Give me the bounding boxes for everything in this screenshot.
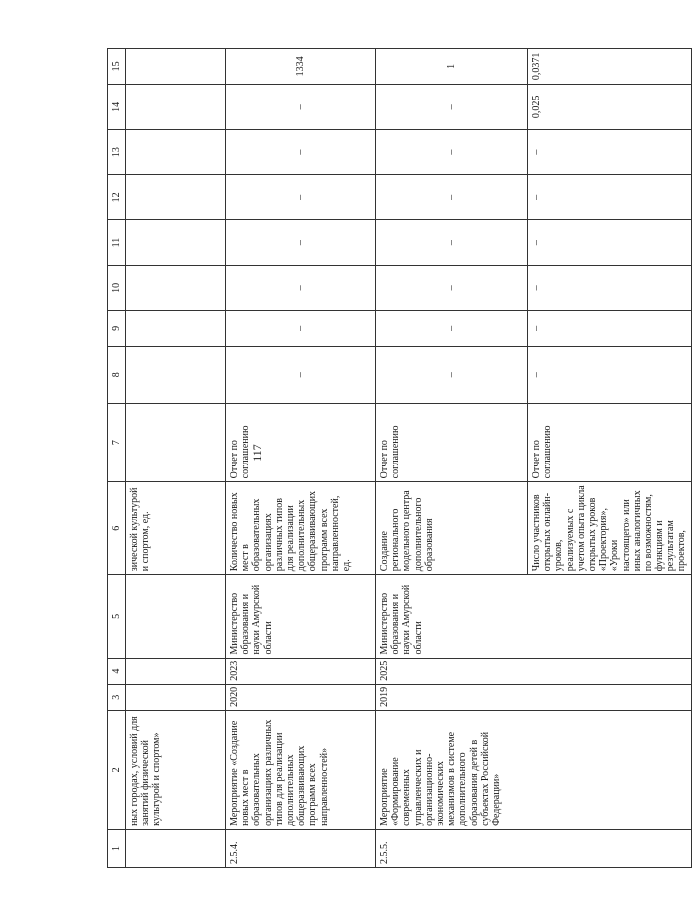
- cell-executor: Министерство образования и науки Амурской области: [226, 575, 376, 658]
- rotated-table-wrapper: [107, 48, 688, 868]
- table-frame: [107, 48, 688, 868]
- col-12-number: 12: [108, 175, 126, 220]
- cell-source: Отчет по соглашению: [528, 403, 692, 482]
- column-number-row: [108, 49, 126, 868]
- cell-value: [126, 84, 226, 129]
- cell-value: [126, 265, 226, 310]
- cell-value: –: [376, 265, 528, 310]
- cell-start-year: [126, 684, 226, 710]
- cell-source: Отчет по соглашению: [376, 403, 528, 482]
- cell-end-year: 2025: [376, 658, 692, 684]
- table-row: [376, 49, 528, 868]
- cell-executor: [126, 575, 226, 658]
- cell-value: –: [528, 265, 692, 310]
- cell-value: –: [376, 175, 528, 220]
- cell-value: –: [528, 130, 692, 175]
- cell-value: –: [376, 130, 528, 175]
- col-1-number: 1: [108, 829, 126, 867]
- cell-end-year: 2023: [226, 658, 376, 684]
- cell-value: –: [226, 265, 376, 310]
- col-3-number: 3: [108, 684, 126, 710]
- cell-value: –: [376, 220, 528, 265]
- table-row: [226, 49, 376, 868]
- col-15-number: 15: [108, 49, 126, 85]
- cell-indicator: Число участников открытых онлайн-уроков, реализуемых с учетом опыта цикла открытых уроков «Проектория», «Уроки настоящего» или иных аналогичных по возможностям, функциям и результатам проектов,: [528, 482, 692, 575]
- cell-code: [126, 829, 226, 867]
- cell-value: [126, 346, 226, 403]
- cell-value: –: [376, 310, 528, 346]
- col-9-number: 9: [108, 310, 126, 346]
- cell-code: 2.5.4.: [226, 829, 376, 867]
- table-row: [126, 49, 226, 868]
- cell-value: –: [528, 346, 692, 403]
- cell-value: [126, 49, 226, 85]
- col-2-number: 2: [108, 710, 126, 829]
- cell-value: –: [226, 346, 376, 403]
- cell-indicator: Создание регионального модельного центра дополнительного образования: [376, 482, 528, 575]
- cell-source: Отчет по соглашению: [226, 403, 376, 482]
- col-13-number: 13: [108, 130, 126, 175]
- cell-value: 0,025: [528, 84, 692, 129]
- col-5-number: 5: [108, 575, 126, 658]
- cell-value: [126, 130, 226, 175]
- cell-activity: ных городах, условий для занятий физической культурой и спортом»: [126, 710, 226, 829]
- cell-indicator: зической культурой и спортом, ед.: [126, 482, 226, 575]
- cell-value: [126, 220, 226, 265]
- cell-value: –: [528, 220, 692, 265]
- cell-value: 0,0371: [528, 49, 692, 85]
- cell-value: –: [226, 175, 376, 220]
- cell-source: [126, 403, 226, 482]
- cell-value: 1334: [226, 49, 376, 85]
- cell-value: –: [376, 84, 528, 129]
- col-8-number: 8: [108, 346, 126, 403]
- col-6-number: 6: [108, 482, 126, 575]
- cell-value: 1: [376, 49, 528, 85]
- col-7-number: 7: [108, 403, 126, 482]
- cell-value: –: [528, 175, 692, 220]
- col-11-number: 11: [108, 220, 126, 265]
- cell-activity: Мероприятие «Формирование современных управленческих и организационно-экономических механизмов в системе дополнительного образования детей в субъектах Российской Федерации»: [376, 710, 692, 829]
- cell-start-year: 2020: [226, 684, 376, 710]
- cell-value: –: [528, 310, 692, 346]
- col-4-number: 4: [108, 658, 126, 684]
- cell-code: 2.5.5.: [376, 829, 692, 867]
- cell-end-year: [126, 658, 226, 684]
- cell-value: [126, 175, 226, 220]
- cell-start-year: 2019: [376, 684, 692, 710]
- col-10-number: 10: [108, 265, 126, 310]
- cell-value: –: [226, 310, 376, 346]
- cell-value: –: [226, 130, 376, 175]
- cell-value: –: [226, 220, 376, 265]
- cell-value: –: [376, 346, 528, 403]
- program-activities-table: [107, 48, 692, 868]
- cell-activity: Мероприятие «Создание новых мест в образовательных организациях различных типов для реализации дополнительных общеразвивающих программ всех направленностей»: [226, 710, 376, 829]
- page-number: 117: [250, 444, 264, 462]
- cell-indicator: Количество новых мест в образовательных организациях различных типов для реализации дополнительных общеразвивающих программ всех направленностей, ед.: [226, 482, 376, 575]
- cell-executor: Министерство образования и науки Амурской области: [376, 575, 692, 658]
- cell-value: –: [226, 84, 376, 129]
- cell-value: [126, 310, 226, 346]
- col-14-number: 14: [108, 84, 126, 129]
